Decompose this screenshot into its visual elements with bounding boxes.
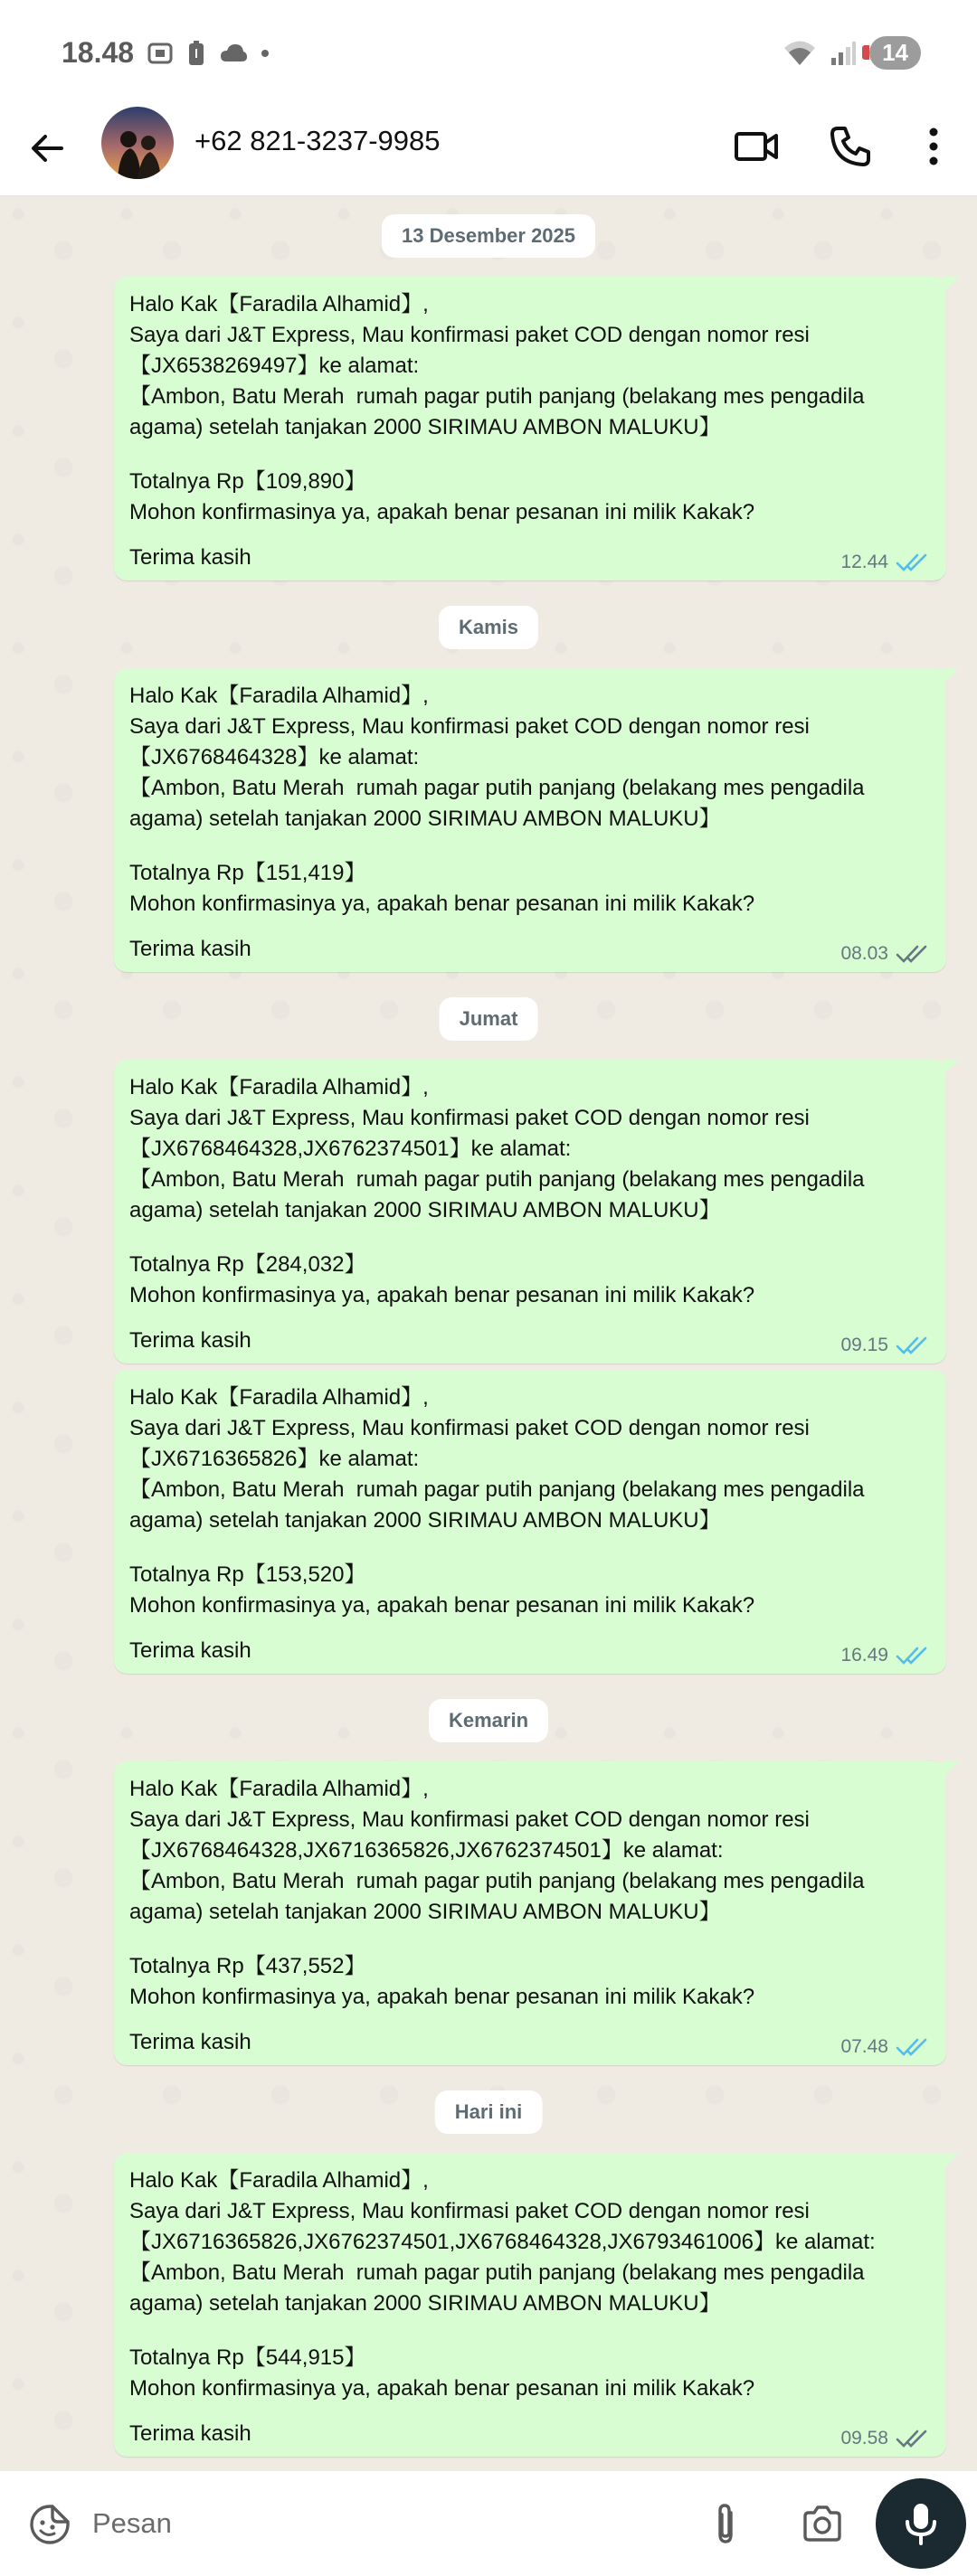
message-line: Totalnya Rp【151,419】 <box>129 861 366 885</box>
message-meta <box>840 2428 930 2449</box>
message-line: 【JX6768464328,JX6716365826,JX6762374501】ke alamat: <box>129 1838 724 1863</box>
message-line: Terima kasih <box>129 937 251 961</box>
message-time: 08.03 <box>840 943 888 964</box>
status-time: 18.48 <box>62 36 135 69</box>
status-notification-icons <box>147 40 270 67</box>
status-system-icons <box>783 36 921 70</box>
contact-name[interactable]: +62 821-3237-9985 <box>194 125 441 156</box>
signal-icon <box>830 40 857 67</box>
message-line: 【Ambon, Batu Merah rumah pagar putih panjang (belakang mes pengadila <box>129 1477 865 1502</box>
message-line: Terima kasih <box>129 1328 251 1353</box>
mic-icon <box>901 2500 941 2547</box>
message-line: Totalnya Rp【284,032】 <box>129 1252 366 1277</box>
phone-icon[interactable] <box>825 121 876 172</box>
message-line: Terima kasih <box>129 1638 251 1663</box>
composer-bar <box>0 2471 977 2576</box>
message-line: 【JX6716365826】ke alamat: <box>129 1447 420 1471</box>
avatar-image <box>101 107 174 179</box>
message-bubble[interactable] <box>114 668 946 972</box>
sticker-icon[interactable] <box>29 2504 71 2545</box>
more-options-icon[interactable] <box>908 121 959 172</box>
message-bubble[interactable] <box>114 2153 946 2457</box>
message-line: Halo Kak【Faradila Alhamid】, <box>129 1075 429 1099</box>
message-line: Halo Kak【Faradila Alhamid】, <box>129 684 429 708</box>
message-line: 【Ambon, Batu Merah rumah pagar putih panjang (belakang mes pengadila <box>129 2260 865 2285</box>
message-line: 【JX6716365826,JX6762374501,JX6768464328,JX6793461006】ke alamat: <box>129 2230 876 2254</box>
message-line: Saya dari J&T Express, Mau konfirmasi paket COD dengan nomor resi <box>129 323 810 347</box>
message-line: Mohon konfirmasinya ya, apakah benar pesanan ini milik Kakak? <box>129 2376 755 2401</box>
voice-record-button[interactable] <box>876 2478 966 2569</box>
dot-icon <box>261 49 270 58</box>
message-line: Totalnya Rp【544,915】 <box>129 2345 366 2370</box>
message-line: Terima kasih <box>129 2421 251 2446</box>
attach-icon[interactable] <box>706 2502 745 2547</box>
avatar[interactable] <box>101 107 174 179</box>
read-ticks-icon <box>896 2037 930 2057</box>
message-line: Totalnya Rp【153,520】 <box>129 1562 366 1587</box>
camera-icon[interactable] <box>800 2502 845 2547</box>
date-chip: Hari ini <box>435 2090 543 2134</box>
message-line: Halo Kak【Faradila Alhamid】, <box>129 1385 429 1410</box>
chat-area[interactable] <box>0 196 977 2471</box>
screenshot-icon <box>147 40 174 67</box>
message-input[interactable] <box>11 2480 870 2567</box>
message-line: Terima kasih <box>129 2030 251 2054</box>
back-arrow-icon[interactable] <box>25 127 69 170</box>
read-ticks-icon <box>896 1335 930 1355</box>
message-line: 【JX6538269497】ke alamat: <box>129 354 420 378</box>
message-line: Mohon konfirmasinya ya, apakah benar pesanan ini milik Kakak? <box>129 892 755 916</box>
message-bubble[interactable] <box>114 1370 946 1674</box>
message-line: Terima kasih <box>129 545 251 570</box>
message-bubble[interactable] <box>114 1060 946 1363</box>
message-line: Halo Kak【Faradila Alhamid】, <box>129 1777 429 1801</box>
message-line: 【Ambon, Batu Merah rumah pagar putih panjang (belakang mes pengadila <box>129 776 865 800</box>
message-line: 【Ambon, Batu Merah rumah pagar putih panjang (belakang mes pengadila <box>129 1869 865 1893</box>
delivered-ticks-icon <box>896 2429 930 2449</box>
date-chip: 13 Desember 2025 <box>382 214 595 258</box>
message-time: 12.44 <box>840 552 888 572</box>
message-meta <box>840 2036 930 2058</box>
battery-saver-icon <box>186 40 206 67</box>
date-chip: Jumat <box>440 997 538 1041</box>
read-ticks-icon <box>896 1646 930 1665</box>
date-chip: Kamis <box>439 606 538 649</box>
message-line: Saya dari J&T Express, Mau konfirmasi paket COD dengan nomor resi <box>129 1106 810 1130</box>
message-meta <box>840 1335 930 1356</box>
message-line: Mohon konfirmasinya ya, apakah benar pesanan ini milik Kakak? <box>129 1593 755 1618</box>
message-line: agama) setelah tanjakan 2000 SIRIMAU AMBON MALUKU】 <box>129 2291 721 2316</box>
message-bubble[interactable] <box>114 277 946 580</box>
message-bubble[interactable] <box>114 1761 946 2065</box>
input-placeholder: Pesan <box>92 2507 172 2539</box>
read-ticks-icon <box>896 552 930 572</box>
message-meta <box>840 943 930 965</box>
message-line: agama) setelah tanjakan 2000 SIRIMAU AMBON MALUKU】 <box>129 1198 721 1222</box>
message-meta <box>840 1645 930 1666</box>
message-line: agama) setelah tanjakan 2000 SIRIMAU AMBON MALUKU】 <box>129 415 721 439</box>
message-line: Halo Kak【Faradila Alhamid】, <box>129 292 429 316</box>
message-line: 【JX6768464328】ke alamat: <box>129 745 420 769</box>
message-time: 09.58 <box>840 2428 888 2449</box>
status-bar <box>0 0 977 107</box>
message-line: Saya dari J&T Express, Mau konfirmasi paket COD dengan nomor resi <box>129 714 810 739</box>
message-time: 16.49 <box>840 1645 888 1665</box>
message-line: agama) setelah tanjakan 2000 SIRIMAU AMBON MALUKU】 <box>129 807 721 831</box>
message-line: Halo Kak【Faradila Alhamid】, <box>129 2168 429 2193</box>
message-meta <box>840 552 930 573</box>
message-line: Saya dari J&T Express, Mau konfirmasi paket COD dengan nomor resi <box>129 1416 810 1440</box>
message-line: Totalnya Rp【109,890】 <box>129 469 366 494</box>
message-time: 09.15 <box>840 1335 888 1355</box>
delivered-ticks-icon <box>896 944 930 964</box>
message-line: Mohon konfirmasinya ya, apakah benar pesanan ini milik Kakak? <box>129 500 755 524</box>
message-line: Saya dari J&T Express, Mau konfirmasi paket COD dengan nomor resi <box>129 2199 810 2223</box>
wifi-icon <box>783 40 817 67</box>
message-line: Mohon konfirmasinya ya, apakah benar pesanan ini milik Kakak? <box>129 1283 755 1307</box>
message-line: 【JX6768464328,JX6762374501】ke alamat: <box>129 1137 572 1161</box>
message-time: 07.48 <box>840 2036 888 2057</box>
video-call-icon[interactable] <box>731 121 782 172</box>
message-line: Totalnya Rp【437,552】 <box>129 1954 366 1978</box>
message-line: 【Ambon, Batu Merah rumah pagar putih panjang (belakang mes pengadila <box>129 384 865 409</box>
chat-header <box>0 101 977 196</box>
message-line: agama) setelah tanjakan 2000 SIRIMAU AMBON MALUKU】 <box>129 1508 721 1533</box>
date-chip: Kemarin <box>429 1699 548 1742</box>
battery-level: 14 <box>869 36 921 70</box>
cloud-icon <box>219 42 248 65</box>
message-line: Saya dari J&T Express, Mau konfirmasi paket COD dengan nomor resi <box>129 1807 810 1832</box>
message-line: agama) setelah tanjakan 2000 SIRIMAU AMBON MALUKU】 <box>129 1900 721 1924</box>
message-line: Mohon konfirmasinya ya, apakah benar pesanan ini milik Kakak? <box>129 1985 755 2009</box>
message-line: 【Ambon, Batu Merah rumah pagar putih panjang (belakang mes pengadila <box>129 1167 865 1192</box>
